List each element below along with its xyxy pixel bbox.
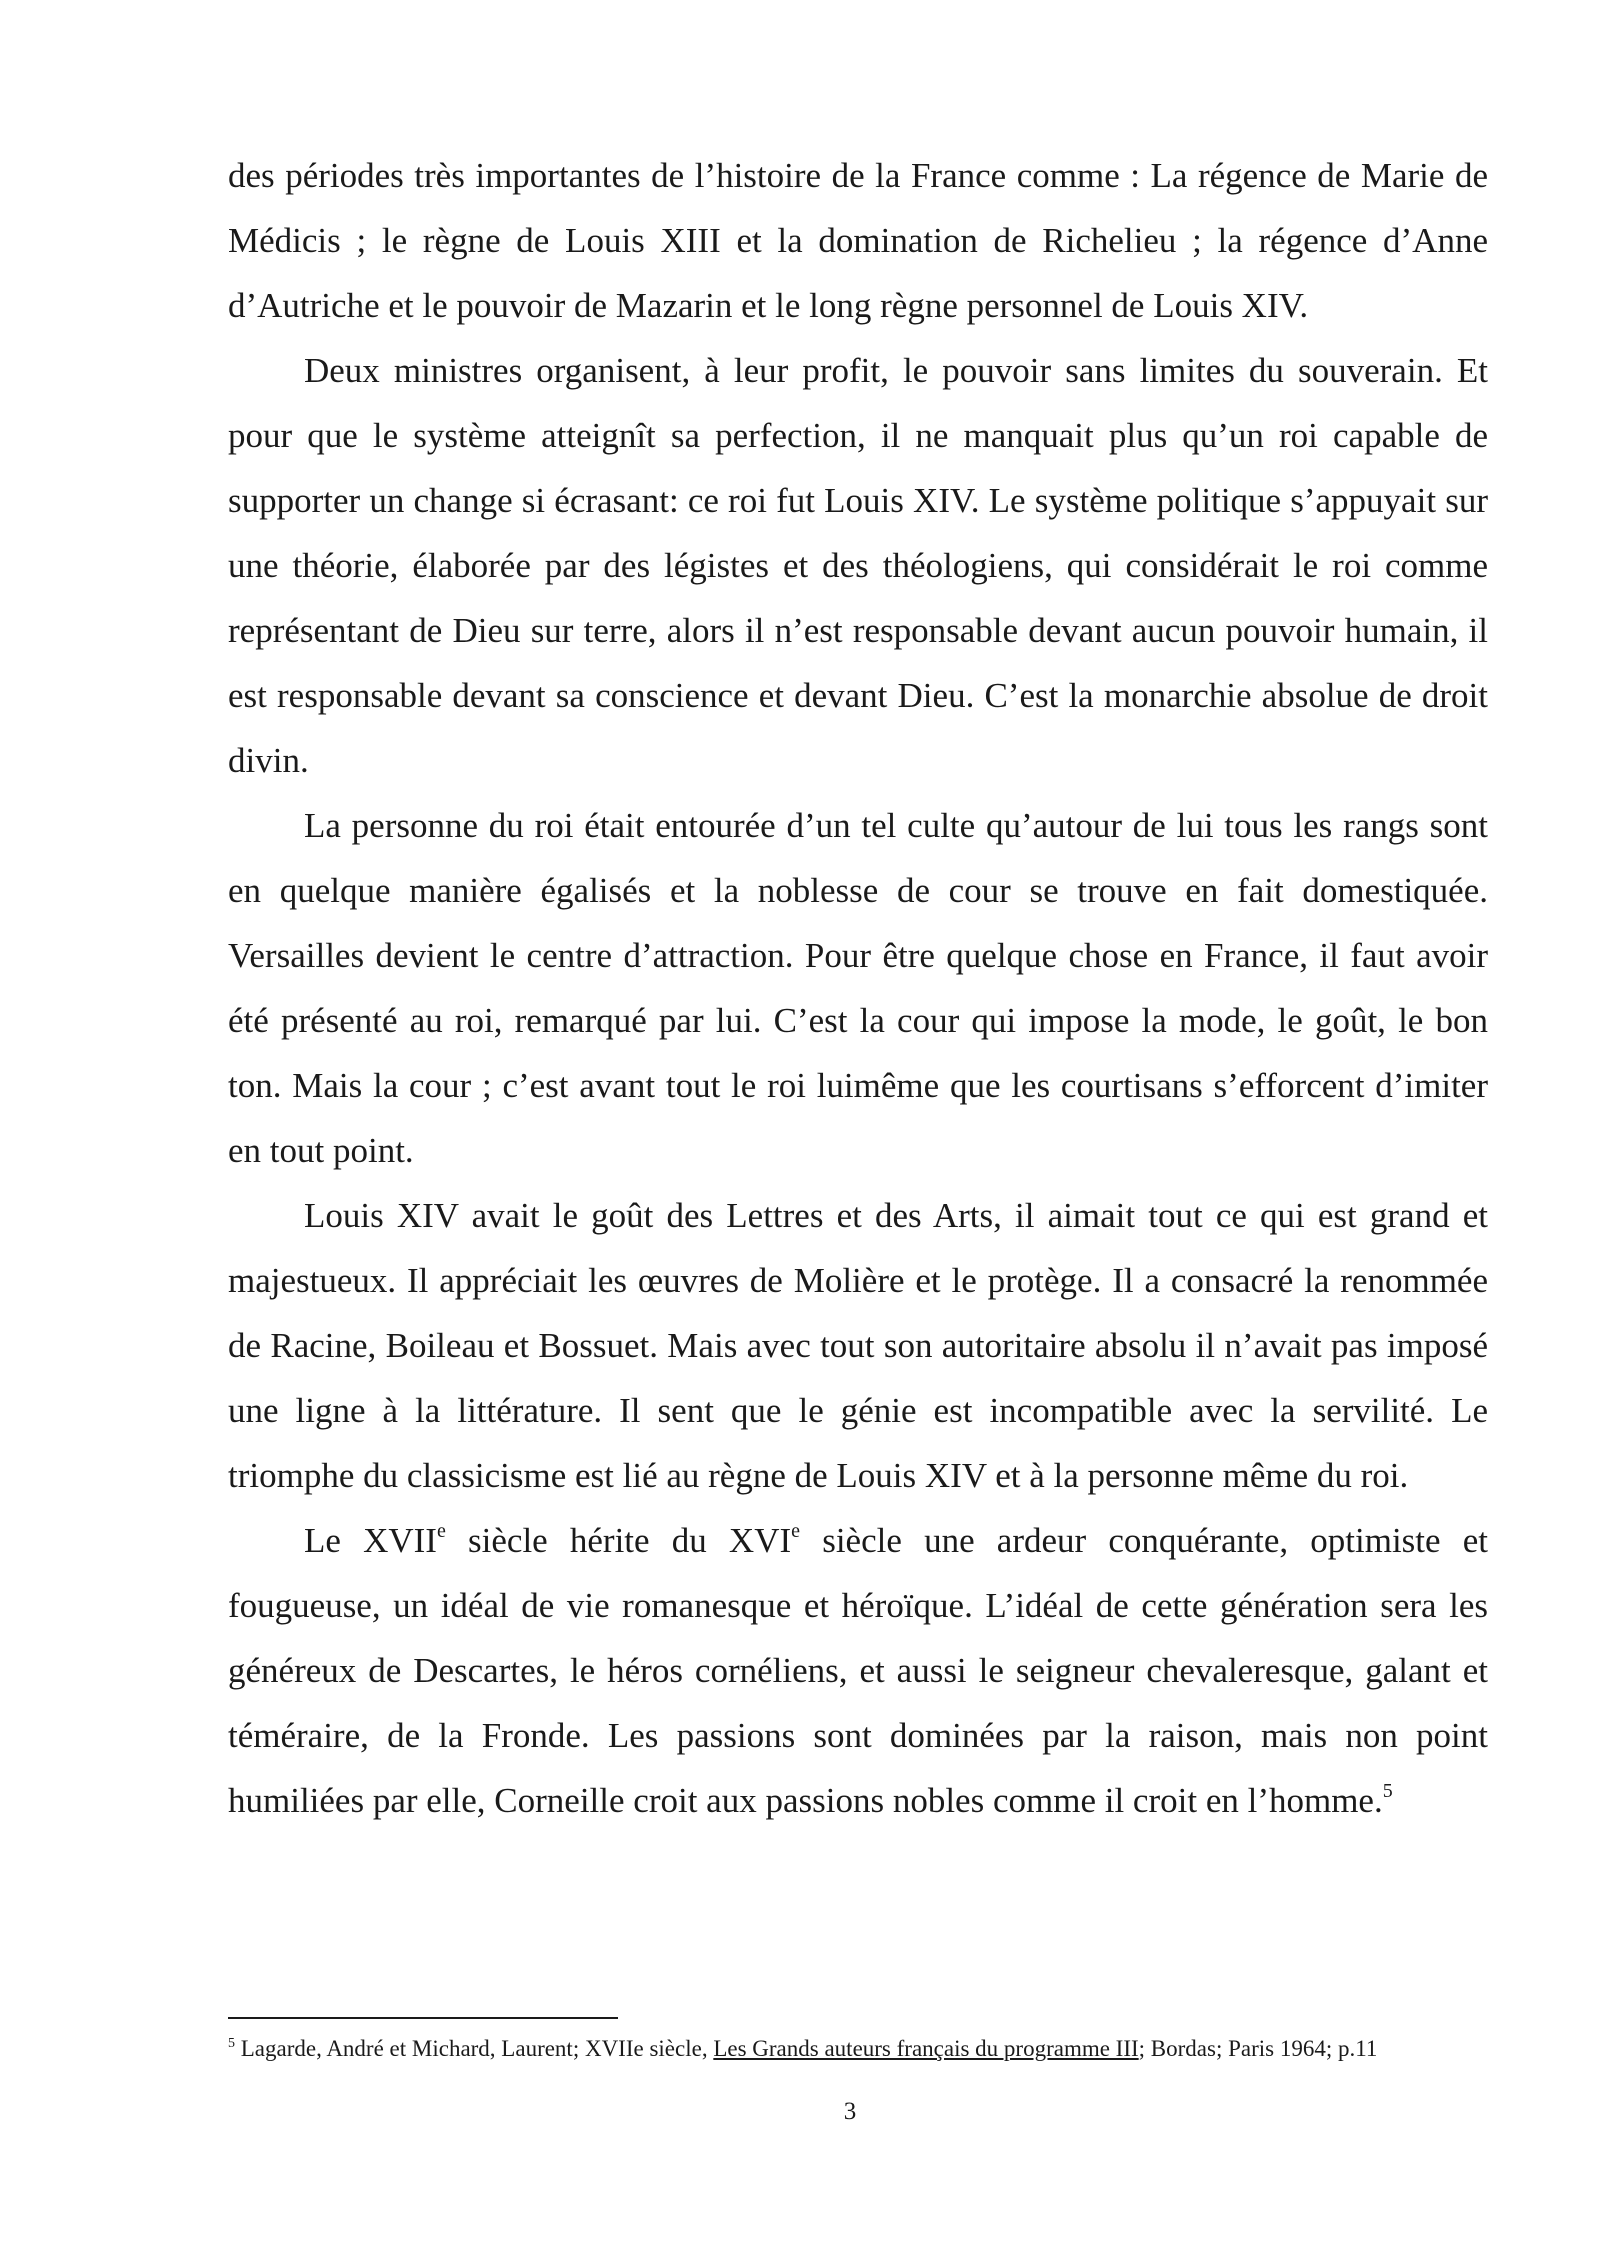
page-number: 3 <box>843 2098 857 2125</box>
footnote-book-title: Les Grands auteurs français du programme III <box>713 2036 1139 2061</box>
paragraph-5-text-c: siècle une ardeur conquérante, optimiste et fougueuse, un idéal de vie romanesque et héroïque. L’idéal de cette génération sera les généreux de Descartes, le héros cornéliens, et aussi le seigneur chevaleresque, galant et téméraire, de la Fronde. Les passions sont dominées par la raison, mais non point humiliées par elle, Corneille croit aux passions nobles comme il croit en l’homme. <box>228 1521 1489 1820</box>
paragraph-5-text-b: siècle hérite du XVI <box>445 1521 792 1560</box>
footnote-marker: 5 <box>228 2036 235 2051</box>
footnote <box>228 2034 1488 2064</box>
superscript-e: e <box>436 1520 446 1542</box>
paragraph-1: des périodes très importantes de l’histoire de la France comme : La régence de Marie de Médicis ; le règne de Louis XIII et la domination de Richelieu ; la régence d’Anne d’Autriche et le pouvoir de Mazarin et le long règne personnel de Louis XIV. <box>228 156 1488 325</box>
paragraph-5 <box>228 1508 1488 1833</box>
paragraph-2: Deux ministres organisent, à leur profit, le pouvoir sans limites du souverain. Et pour que le système atteignît sa perfection, il ne manquait plus qu’un roi capable de supporter un change si écrasant: ce roi fut Louis XIV. Le système politique s’appuyait sur une théorie, élaborée par des légistes et des théologiens, qui considérait le roi comme représentant de Dieu sur terre, alors il n’est responsable devant aucun pouvoir humain, il est responsable devant sa conscience et devant Dieu. C’est la monarchie absolue de droit divin. <box>228 351 1488 780</box>
superscript-e: e <box>791 1520 801 1542</box>
paragraph-5-text-a: Le XVII <box>304 1521 437 1560</box>
body-text <box>228 143 1488 1833</box>
footnote-text-after: ; Bordas; Paris 1964; p.11 <box>1138 2036 1378 2061</box>
paragraph-3: La personne du roi était entourée d’un tel culte qu’autour de lui tous les rangs sont en quelque manière égalisés et la noblesse de cour se trouve en fait domestiquée. Versailles devient le centre d’attraction. Pour être quelque chose en France, il faut avoir été présenté au roi, remarqué par lui. C’est la cour qui impose la mode, le goût, le bon ton. Mais la cour ; c’est avant tout le roi luimême que les courtisans s’efforcent d’imiter en tout point. <box>228 806 1488 1170</box>
footnote-reference[interactable]: 5 <box>1382 1780 1393 1802</box>
paragraph-4: Louis XIV avait le goût des Lettres et des Arts, il aimait tout ce qui est grand et majestueux. Il appréciait les œuvres de Molière et le protège. Il a consacré la renommée de Racine, Boileau et Bossuet. Mais avec tout son autoritaire absolu il n’avait pas imposé une ligne à la littérature. Il sent que le génie est incompatible avec la servilité. Le triomphe du classicisme est lié au règne de Louis XIV et à la personne même du roi. <box>228 1196 1488 1495</box>
footnote-separator <box>228 2017 618 2019</box>
footnote-text-before: Lagarde, André et Michard, Laurent; XVIIe siècle, <box>235 2036 714 2061</box>
